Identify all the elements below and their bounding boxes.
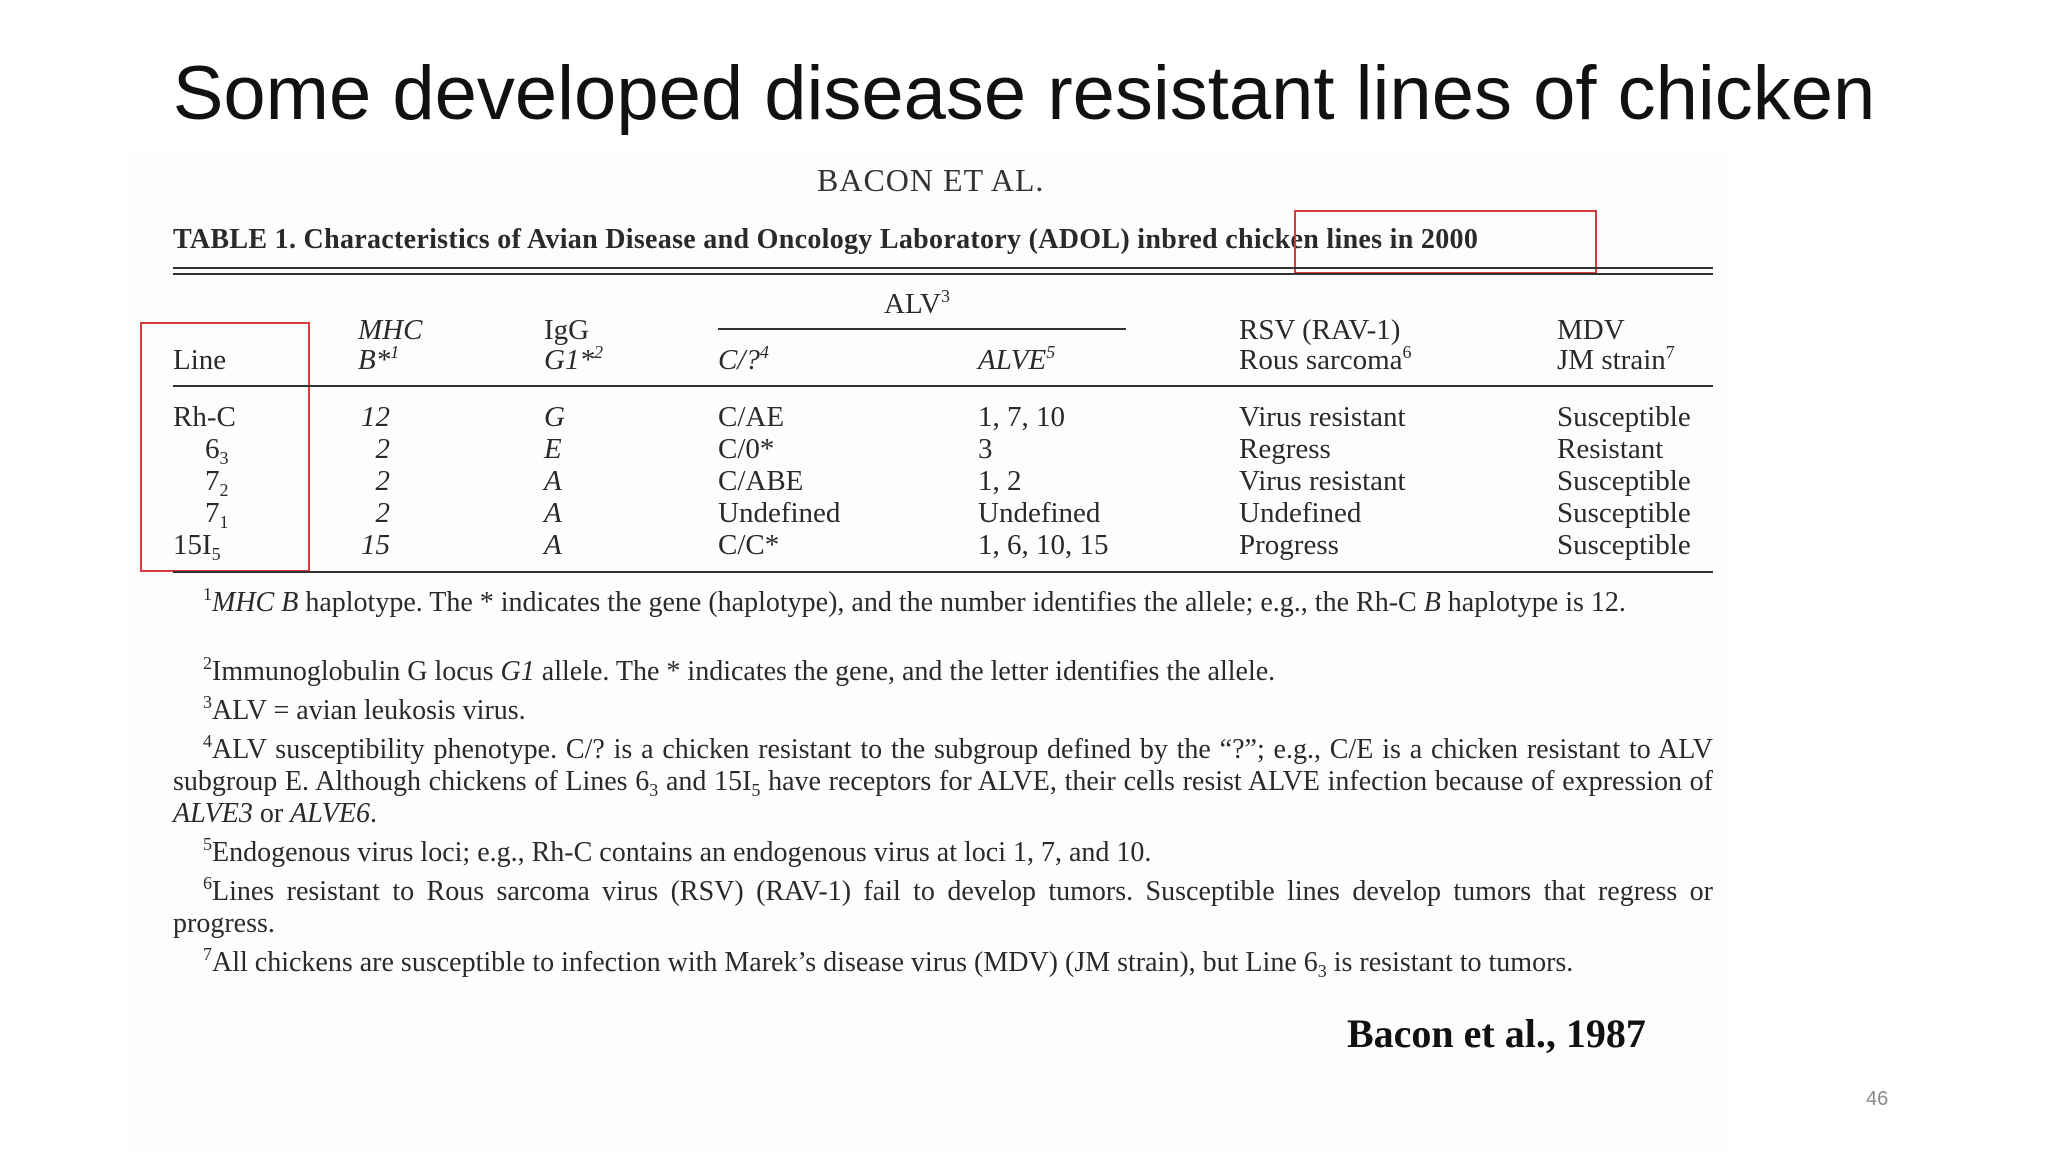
cell-line: $6_3$ xyxy=(205,433,229,468)
slide-title: Some developed disease resistant lines of chicken xyxy=(172,51,1876,136)
footnote-1: $^1$MHC B haplotype. The * indicates the gene (haplotype), and the number identifies the allele; e.g., the Rh-C B haplotype is 12. xyxy=(203,584,1626,618)
footnote-2: $^2$Immunoglobulin G locus G1 allele. The * indicates the gene, and the letter identifies the allele. xyxy=(203,653,1276,687)
footnote-7: $^7$All chickens are susceptible to infection with Marek’s disease virus (MDV) (JM strain), but Line $6_3$ is resistant to tumors. xyxy=(203,944,1574,981)
cell-alv-c: Undefined xyxy=(718,497,841,529)
cell-line: Rh-C xyxy=(173,401,236,433)
footnote-3: $^3$ALV = avian leukosis virus. xyxy=(203,692,526,726)
table-top-rule-2 xyxy=(173,273,1713,275)
cell-mdv: Resistant xyxy=(1557,433,1664,465)
cell-mdv: Susceptible xyxy=(1557,497,1691,529)
citation: Bacon et al., 1987 xyxy=(1347,1011,1646,1056)
cell-line: $15I_5$ xyxy=(173,529,221,564)
cell-igg: A xyxy=(544,465,562,497)
cell-igg: A xyxy=(544,497,562,529)
cell-alve: Undefined xyxy=(978,497,1101,529)
table-caption xyxy=(173,224,1478,256)
header-mdv-bottom: JM strain$^7$ xyxy=(1557,342,1675,376)
header-mhc-bottom: B*$^1$ xyxy=(358,342,400,376)
header-igg-bottom: G1*$^2$ xyxy=(544,342,603,376)
cell-alve: 3 xyxy=(978,433,993,465)
header-rsv-top: RSV (RAV-1) xyxy=(1239,314,1401,346)
cell-alve: 1, 7, 10 xyxy=(978,401,1065,433)
header-alv-group: ALV$^3$ xyxy=(884,286,950,320)
cell-alv-c: C/ABE xyxy=(718,465,804,497)
cell-rsv: Undefined xyxy=(1239,497,1362,529)
header-line: Line xyxy=(173,344,227,376)
cell-igg: G xyxy=(544,401,565,433)
cell-rsv: Virus resistant xyxy=(1239,401,1406,433)
running-head: BACON ET AL. xyxy=(817,162,1045,198)
cell-rsv: Virus resistant xyxy=(1239,465,1406,497)
cell-mhc: 2 xyxy=(375,497,390,529)
cell-mdv: Susceptible xyxy=(1557,465,1691,497)
cell-mdv: Susceptible xyxy=(1557,529,1691,561)
cell-igg: A xyxy=(544,529,562,561)
cell-mhc: 2 xyxy=(375,465,390,497)
caption-highlight: inbred chicken lines xyxy=(1137,224,1383,255)
cell-alv-c: C/0* xyxy=(718,433,775,465)
cell-mhc: 2 xyxy=(375,433,390,465)
caption-highlight-box xyxy=(1294,210,1597,274)
cell-mhc: 15 xyxy=(361,529,390,561)
header-rsv-bottom: Rous sarcoma$^6$ xyxy=(1239,342,1412,376)
header-mdv-top: MDV xyxy=(1557,314,1625,346)
footnote-5: $^5$Endogenous virus loci; e.g., Rh-C contains an endogenous virus at loci 1, 7, and 10. xyxy=(203,834,1152,868)
footnote-6: $^6$Lines resistant to Rous sarcoma virus (RSV) (RAV-1) fail to develop tumors. Susceptible lines develop tumors that regress or progress. xyxy=(173,873,1713,939)
caption-prefix: TABLE 1. Characteristics of Avian Disease and Oncology Laboratory (ADOL) xyxy=(173,224,1138,255)
table-top-rule-1 xyxy=(173,267,1713,269)
header-mhc-top: MHC xyxy=(358,314,423,346)
table-bottom-rule xyxy=(173,571,1713,573)
cell-mdv: Susceptible xyxy=(1557,401,1691,433)
header-igg-top: IgG xyxy=(544,314,590,346)
footnote-4: $^4$ALV susceptibility phenotype. C/? is a chicken resistant to the subgroup defined by the “?”; e.g., C/E is a chicken resistant to ALV subgroup E. Although chickens of Lines $6_3$ and $15I_5$ have receptors for ALVE, their cells resist ALVE infection because of expression of ALVE3 or ALVE6. xyxy=(173,731,1713,829)
cell-alv-c: C/C* xyxy=(718,529,780,561)
header-alv-c: C/?$^4$ xyxy=(718,342,769,376)
cell-alv-c: C/AE xyxy=(718,401,785,433)
header-bottom-rule xyxy=(173,385,1713,387)
cell-alve: 1, 6, 10, 15 xyxy=(978,529,1109,561)
caption-suffix: in 2000 xyxy=(1382,224,1479,255)
cell-alve: 1, 2 xyxy=(978,465,1022,497)
alv-group-rule xyxy=(718,328,1126,330)
cell-rsv: Regress xyxy=(1239,433,1331,465)
header-alve: ALVE$^5$ xyxy=(978,342,1056,376)
cell-line: $7_1$ xyxy=(205,497,229,532)
page-number: 46 xyxy=(1866,1088,1889,1110)
cell-igg: E xyxy=(544,433,562,465)
cell-mhc: 12 xyxy=(361,401,390,433)
cell-line: $7_2$ xyxy=(205,465,229,500)
cell-rsv: Progress xyxy=(1239,529,1339,561)
